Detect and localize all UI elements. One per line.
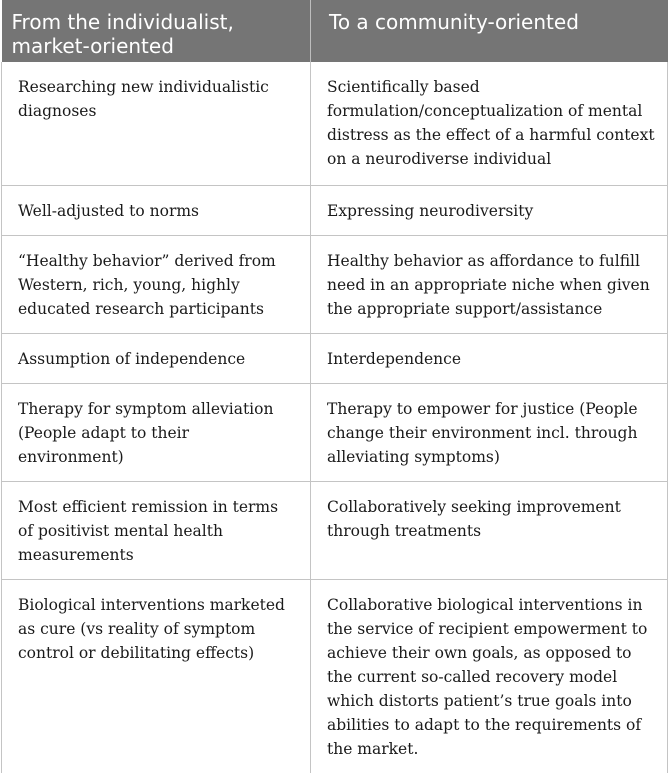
header-to: To a community-oriented	[311, 0, 668, 62]
comparison-table	[1, 0, 668, 773]
table-row	[2, 333, 668, 383]
cell-to: Healthy behavior as affordance to fulfill need in an appropriate niche when given the appropriate support/assistance	[311, 235, 668, 333]
cell-from: “Healthy behavior” derived from Western, rich, young, highly educated research participants	[2, 235, 311, 333]
table-row	[2, 481, 668, 579]
cell-from: Well-adjusted to norms	[2, 185, 311, 235]
cell-to: Expressing neurodiversity	[311, 185, 668, 235]
cell-from: Biological interventions marketed as cure (vs reality of symptom control or debilitating effects)	[2, 579, 311, 773]
cell-to: Collaboratively seeking improvement through treatments	[311, 481, 668, 579]
header-from: From the individualist, market-oriented	[2, 0, 311, 62]
table-row	[2, 579, 668, 773]
cell-from: Assumption of independence	[2, 333, 311, 383]
cell-to: Therapy to empower for justice (People change their environment incl. through alleviating symptoms)	[311, 383, 668, 481]
header-row	[2, 0, 668, 62]
cell-from: Researching new individualistic diagnoses	[2, 62, 311, 185]
table-row	[2, 383, 668, 481]
cell-from: Therapy for symptom alleviation (People adapt to their environment)	[2, 383, 311, 481]
cell-to: Interdependence	[311, 333, 668, 383]
table-row	[2, 185, 668, 235]
cell-to: Collaborative biological interventions in the service of recipient empowerment to achieve their own goals, as opposed to the current so-called recovery model which distorts patient’s true goals into abilities to adapt to the requirements of the market.	[311, 579, 668, 773]
table-row	[2, 235, 668, 333]
cell-from: Most efficient remission in terms of positivist mental health measurements	[2, 481, 311, 579]
table-body	[2, 62, 668, 773]
table-header	[2, 0, 668, 62]
cell-to: Scientifically based formulation/conceptualization of mental distress as the effect of a harmful context on a neurodiverse individual	[311, 62, 668, 185]
table-row	[2, 62, 668, 185]
